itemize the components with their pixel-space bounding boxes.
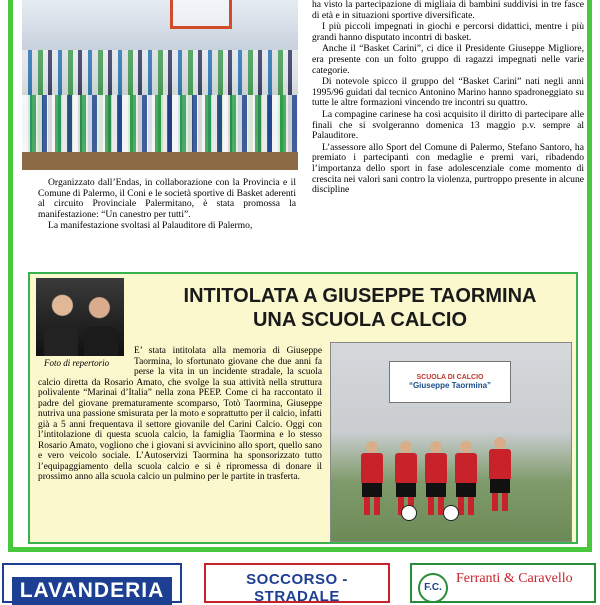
photo-floor [22,152,298,170]
photo-caption: Foto di repertorio [44,358,110,368]
scuola-calcio-box [28,272,578,544]
player-figure [455,441,477,515]
box-body-text: E’ stata intitolata alla memoria di Giuseppe Taormina, lo sfortunato giovane che due anni fa perse la vita in un incidente stradale, la scuola calcio diretta da Rosario Amato, che svolge la sua attività nella struttura polivalente “Marinai d’Italia” nella zona PEEP. Come ci ha raccontato il padre del giovane prematuramente scomparso, Totò Taormina, Giuseppe nutriva una passione smisurata per la moto e soprattutto per il calcio, infatti già a 5 anni frequentava il settore giovanile del Carini Calcio. Oggi con l’intitolazione di questa scuola calcio, la famiglia Taormina e lo stesso Rosario Amato, vogliono che i giovani si avvicinino allo sport, quello sano e vero veicolo sociale. L’Autoservizi Taormina ha sponsorizzato tutto l’equipaggiamento della scuola calcio e si è ripromessa di donare il prossimo anno alla scuola calcio un pulmino per le partite in trasferta. [38,346,322,482]
player-figure [395,441,417,515]
box-title-line1: INTITOLATA A GIUSEPPE TAORMINA [183,285,537,307]
article-paragraph: I più piccoli impegnati in giochi e percorsi didattici, mentre i più grandi hanno disputato incontri di basket. [312,21,584,43]
soccorso-label: SOCCORSO - STRADALE [246,571,348,605]
ferranti-caravello-ad [410,563,596,603]
photo-crowd-front [22,95,298,155]
player-figure [489,437,511,511]
school-banner [389,361,511,403]
article-paragraph: La manifestazione svoltasi al Palauditore di Palermo, [48,220,253,232]
player-figure [425,441,447,515]
article-left-column [38,178,296,233]
box-title [150,284,570,332]
article-paragraph: La compagine carinese ha così acquisito il diritto di partecipare alle finali che si svolgeranno domenica 13 maggio p.v. sempre al Palauditore. [312,108,584,142]
lavanderia-ad [2,563,182,603]
basketball-hoop [170,0,232,29]
portrait-photo [36,278,124,356]
basketball-group-photo [22,0,298,170]
banner-line2: “Giuseppe Taormina” [408,381,492,390]
article-paragraph: Organizzato dall’Endas, in collaborazione con la Provincia e il Comune di Palermo, il Coni e le società sportive di Basket aderenti al circuito Provinciale Palermitano, è stata promossa la manifestazione: “Un canestro per tutti”. [38,177,296,220]
football-team-photo [330,342,572,542]
article-paragraph: ha visto la partecipazione di migliaia di bambini suddivisi in tre fasce di età e in situazioni sportive diversificate. [312,0,584,21]
fc-logo-icon: F.C. [418,573,448,603]
soccorso-stradale-ad [204,563,390,603]
box-text-block [38,346,322,483]
football-ball [401,505,417,521]
ferranti-label: Ferranti & Caravello [456,571,573,586]
lavanderia-label: LAVANDERIA [12,577,172,605]
article-right-column [312,0,584,197]
article-paragraph: Di notevole spicco il gruppo del “Basket Carini” nati negli anni 1995/96 guidati dal tecnico Antonino Marino hanno spadroneggiato su tutte le altre formazioni vincendo tre incontri su quattro. [312,76,584,109]
football-ball [443,505,459,521]
banner-line1: SCUOLA DI CALCIO [416,374,484,381]
box-title-line2: UNA SCUOLA CALCIO [252,309,468,331]
article-paragraph: L’assessore allo Sport del Comune di Palermo, Stefano Santoro, ha premiato i partecipanti con medaglie e premi vari, ribadendo l’importanza dello sport in fase adolescenziale come momento di crescita nei valori sani contro la violenza, purtroppo presente in alcune discipline [312,141,584,196]
article-paragraph: Anche il “Basket Carini”, ci dice il Presidente Giuseppe Migliore, era presente con un folto gruppo di ragazzi impegnati nelle varie categorie. [312,43,584,76]
bottom-advertisements [0,555,600,605]
player-figure [361,441,383,515]
